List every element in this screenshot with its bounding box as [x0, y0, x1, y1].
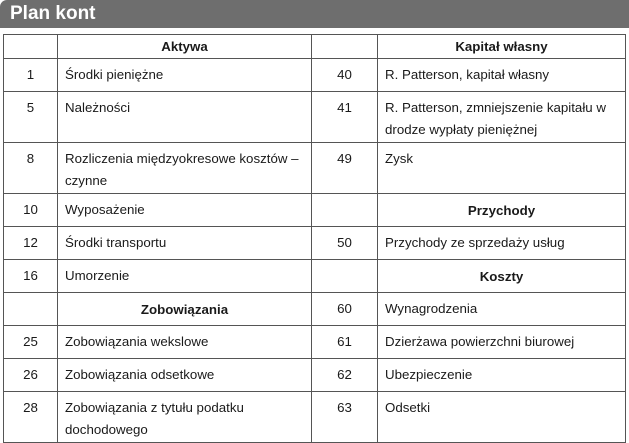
left-account-name: Środki pieniężne: [58, 59, 312, 92]
table-row: [4, 59, 626, 92]
left-account-number: 1: [4, 59, 58, 92]
table-row: [4, 359, 626, 392]
left-account-name: Wyposażenie: [58, 194, 312, 227]
header-equity: Kapitał własny: [378, 35, 626, 59]
right-account-name: Wynagrodzenia: [378, 293, 626, 326]
right-account-number: 40: [312, 59, 378, 92]
right-account-number: 63: [312, 392, 378, 443]
table-row: [4, 92, 626, 143]
table-row: [4, 143, 626, 194]
table-row: [4, 293, 626, 326]
right-account-number: 60: [312, 293, 378, 326]
chart-of-accounts-table: [3, 34, 626, 443]
table-row: [4, 194, 626, 227]
table-header-row: [4, 35, 626, 59]
left-account-number: 5: [4, 92, 58, 143]
table-row: [4, 227, 626, 260]
left-account-name: Rozliczenia międzyokresowe kosztów – czynne: [58, 143, 312, 194]
right-account-number: 50: [312, 227, 378, 260]
left-account-number: 26: [4, 359, 58, 392]
right-account-number: 41: [312, 92, 378, 143]
left-account-name: Środki transportu: [58, 227, 312, 260]
table-row: [4, 326, 626, 359]
right-account-name: Dzierżawa powierzchni biurowej: [378, 326, 626, 359]
left-account-name: Zobowiązania odsetkowe: [58, 359, 312, 392]
left-account-number: 25: [4, 326, 58, 359]
left-account-number: [4, 293, 58, 326]
right-account-name: R. Patterson, zmniejszenie kapitału w drodze wypłaty pieniężnej: [378, 92, 626, 143]
section-heading: Koszty: [378, 260, 626, 293]
table-row: [4, 392, 626, 443]
header-blank-cell: [312, 35, 378, 59]
header-blank-cell: [4, 35, 58, 59]
table-row: [4, 260, 626, 293]
left-account-number: 28: [4, 392, 58, 443]
section-heading-liabilities: Zobowiązania: [58, 293, 312, 326]
left-account-number: 16: [4, 260, 58, 293]
left-account-name: Należności: [58, 92, 312, 143]
left-account-number: 10: [4, 194, 58, 227]
header-assets: Aktywa: [58, 35, 312, 59]
right-account-number: 61: [312, 326, 378, 359]
panel-title: Plan kont: [0, 0, 629, 28]
left-account-name: Umorzenie: [58, 260, 312, 293]
right-account-number: 49: [312, 143, 378, 194]
right-account-name: Ubezpieczenie: [378, 359, 626, 392]
left-account-number: 8: [4, 143, 58, 194]
right-account-name: Przychody ze sprzedaży usług: [378, 227, 626, 260]
right-account-number: [312, 194, 378, 227]
right-account-number: [312, 260, 378, 293]
section-heading: Przychody: [378, 194, 626, 227]
right-account-name: Zysk: [378, 143, 626, 194]
right-account-number: 62: [312, 359, 378, 392]
left-account-number: 12: [4, 227, 58, 260]
right-account-name: Odsetki: [378, 392, 626, 443]
left-account-name: Zobowiązania z tytułu podatku dochodowego: [58, 392, 312, 443]
left-account-name: Zobowiązania wekslowe: [58, 326, 312, 359]
right-account-name: R. Patterson, kapitał własny: [378, 59, 626, 92]
